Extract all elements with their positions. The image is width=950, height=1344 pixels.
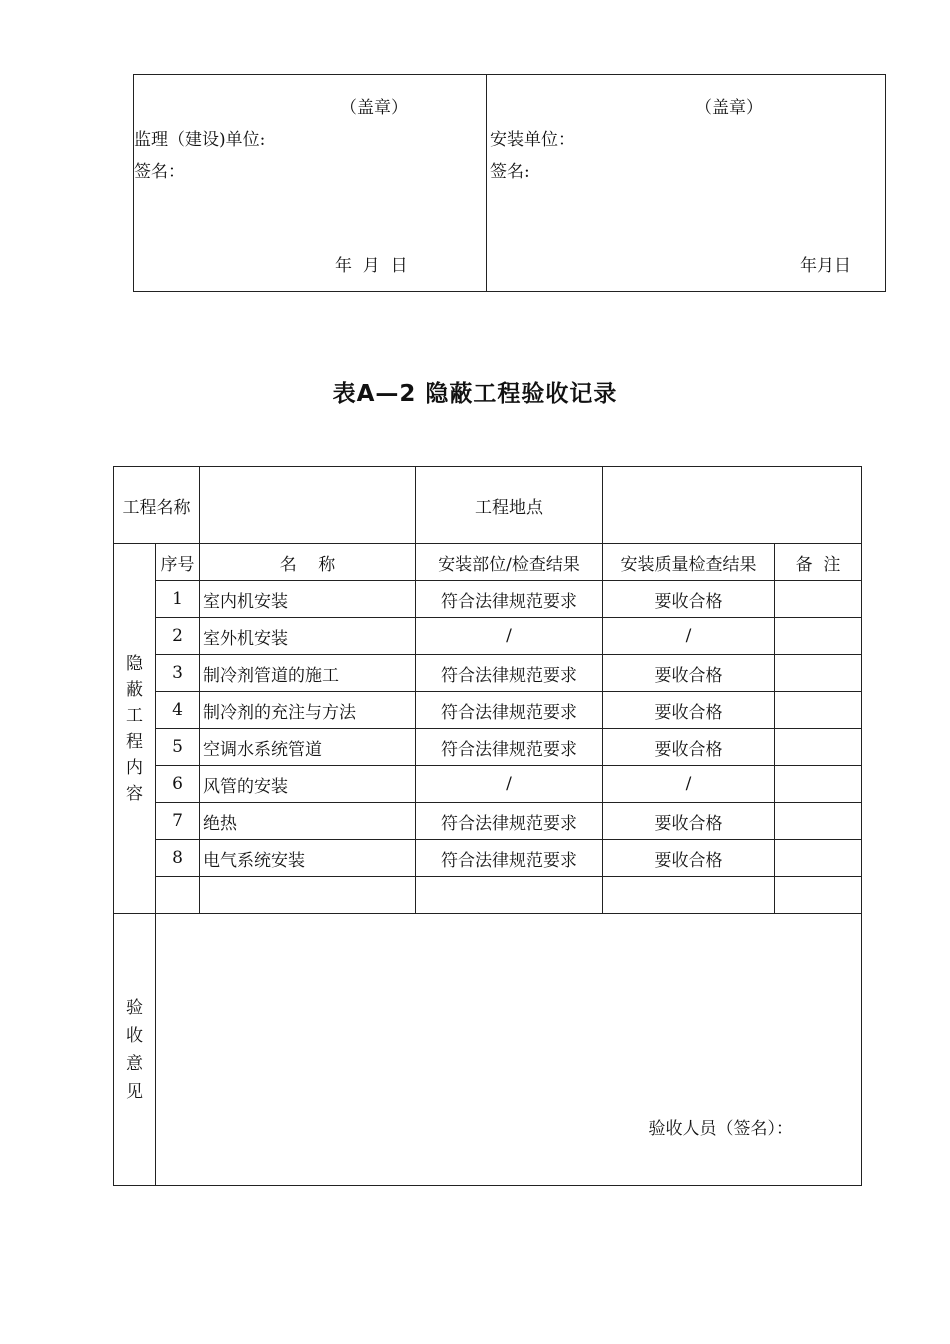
row-remark	[775, 729, 862, 766]
hidden-works-section-label	[114, 544, 156, 914]
row-no: 7	[156, 803, 200, 840]
row-name: 空调水系统管道	[200, 729, 416, 766]
acceptance-opinion-cell	[156, 914, 862, 1186]
project-info-row	[114, 467, 862, 544]
row-no: 5	[156, 729, 200, 766]
opinion-char: 验	[126, 997, 143, 1018]
row-quality-check	[603, 877, 775, 914]
acceptance-signature-label: 验收人员（签名）：	[648, 1119, 793, 1139]
page-title: 表A—2 隐蔽工程验收记录	[332, 381, 618, 407]
row-quality-check: 要收合格	[603, 840, 775, 877]
row-remark	[775, 840, 862, 877]
signature-box	[133, 74, 886, 292]
row-remark	[775, 581, 862, 618]
project-location-label: 工程地点	[416, 467, 603, 544]
supervisor-date: 年 月 日	[335, 256, 408, 276]
table-row	[114, 877, 862, 914]
table-row	[114, 729, 862, 766]
header-remark: 备 注	[775, 544, 862, 581]
row-remark	[775, 618, 862, 655]
row-name: 室外机安装	[200, 618, 416, 655]
supervisor-unit-label: 监理（建设)单位:	[134, 130, 266, 150]
table-row	[114, 581, 862, 618]
row-quality-check: 要收合格	[603, 803, 775, 840]
installer-sign-label: 签名:	[490, 162, 530, 182]
section-char: 内	[126, 757, 143, 778]
opinion-char: 收	[126, 1025, 143, 1046]
opinion-char: 意	[126, 1053, 143, 1074]
row-name: 制冷剂的充注与方法	[200, 692, 416, 729]
row-no: 8	[156, 840, 200, 877]
row-no: 4	[156, 692, 200, 729]
row-quality-check: 要收合格	[603, 729, 775, 766]
installer-seal: （盖章）	[695, 98, 763, 118]
signature-box-divider	[486, 74, 487, 292]
row-name	[200, 877, 416, 914]
row-remark	[775, 766, 862, 803]
acceptance-record-table	[113, 466, 862, 1186]
table-row	[114, 840, 862, 877]
section-char: 程	[126, 731, 143, 752]
installer-date: 年月日	[800, 256, 851, 276]
row-quality-check: 要收合格	[603, 692, 775, 729]
header-no: 序号	[156, 544, 200, 581]
opinion-row	[114, 914, 862, 1186]
row-install-check: 符合法律规范要求	[416, 840, 603, 877]
row-no: 3	[156, 655, 200, 692]
supervisor-seal: （盖章）	[340, 98, 408, 118]
row-no: 1	[156, 581, 200, 618]
row-name: 制冷剂管道的施工	[200, 655, 416, 692]
row-install-check: /	[416, 766, 603, 803]
section-char: 蔽	[126, 679, 143, 700]
row-install-check: /	[416, 618, 603, 655]
supervisor-sign-label: 签名：	[134, 162, 185, 182]
project-location-value	[603, 467, 862, 544]
table-row	[114, 766, 862, 803]
row-remark	[775, 692, 862, 729]
row-name: 绝热	[200, 803, 416, 840]
row-remark	[775, 877, 862, 914]
table-row	[114, 618, 862, 655]
row-no: 2	[156, 618, 200, 655]
table-row	[114, 803, 862, 840]
installer-unit-label: 安装单位：	[490, 130, 575, 150]
row-install-check: 符合法律规范要求	[416, 655, 603, 692]
header-install-check: 安装部位/检查结果	[416, 544, 603, 581]
row-install-check: 符合法律规范要求	[416, 729, 603, 766]
header-row	[114, 544, 862, 581]
header-name: 名 称	[200, 544, 416, 581]
row-install-check: 符合法律规范要求	[416, 692, 603, 729]
section-char: 隐	[126, 653, 143, 674]
row-quality-check: 要收合格	[603, 655, 775, 692]
table-row	[114, 692, 862, 729]
row-no	[156, 877, 200, 914]
project-name-value	[200, 467, 416, 544]
row-install-check	[416, 877, 603, 914]
row-name: 室内机安装	[200, 581, 416, 618]
row-remark	[775, 803, 862, 840]
project-name-label: 工程名称	[114, 467, 200, 544]
row-quality-check: /	[603, 766, 775, 803]
opinion-char: 见	[126, 1081, 143, 1102]
row-no: 6	[156, 766, 200, 803]
section-char: 容	[126, 783, 143, 804]
row-install-check: 符合法律规范要求	[416, 581, 603, 618]
row-name: 电气系统安装	[200, 840, 416, 877]
row-quality-check: /	[603, 618, 775, 655]
acceptance-opinion-label	[114, 914, 156, 1186]
row-name: 风管的安装	[200, 766, 416, 803]
row-remark	[775, 655, 862, 692]
row-install-check: 符合法律规范要求	[416, 803, 603, 840]
header-quality-check: 安装质量检查结果	[603, 544, 775, 581]
table-row	[114, 655, 862, 692]
section-char: 工	[126, 705, 143, 726]
row-quality-check: 要收合格	[603, 581, 775, 618]
